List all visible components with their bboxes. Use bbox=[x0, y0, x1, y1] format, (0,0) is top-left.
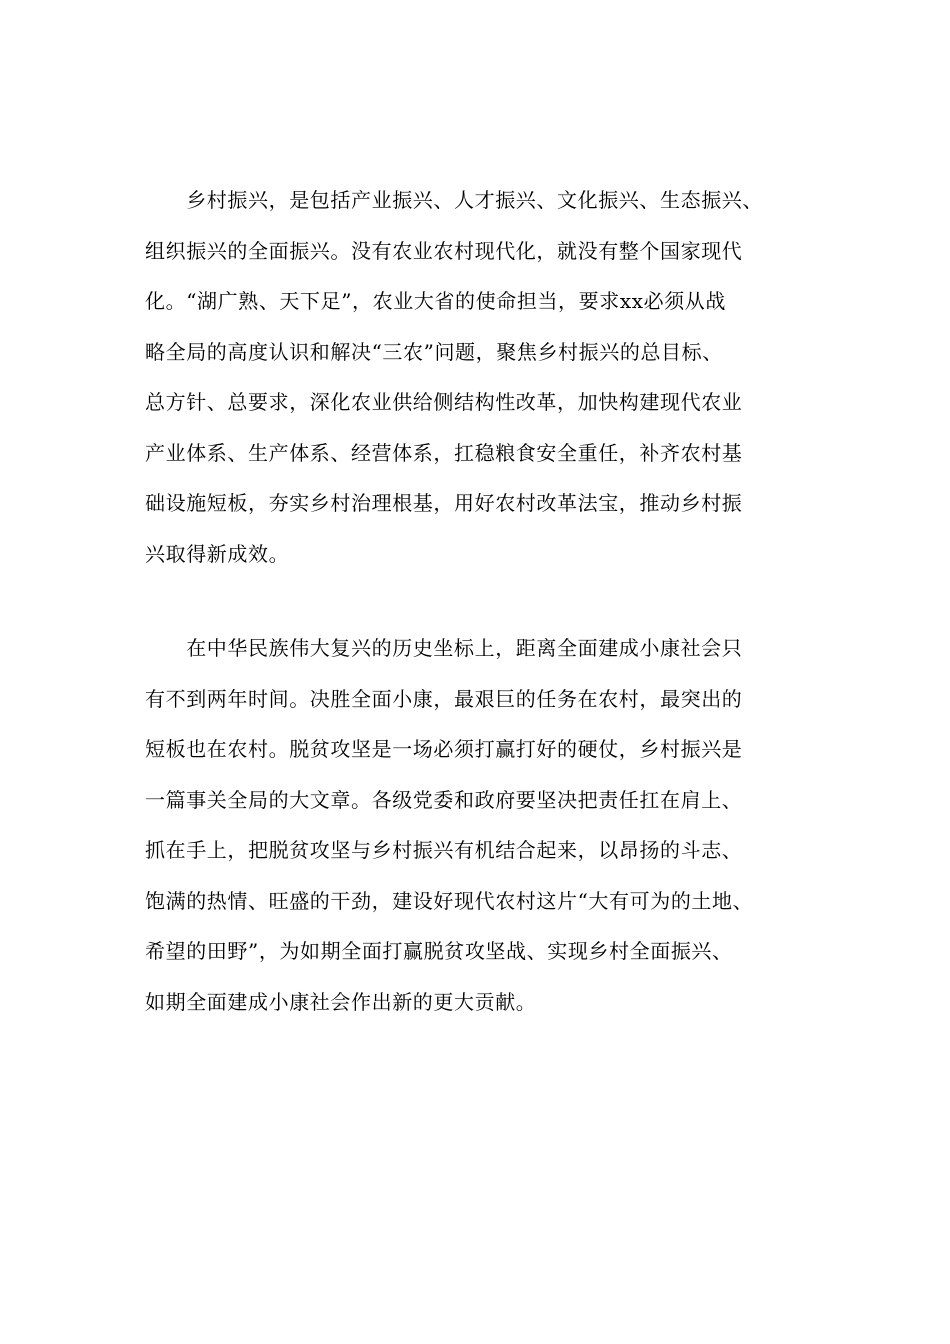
text-line: 抓在手上，把脱贫攻坚与乡村振兴有机结合起来，以昂扬的斗志、 bbox=[145, 838, 743, 862]
text-line: 础设施短板，夯实乡村治理根基，用好农村改革法宝，推动乡村振 bbox=[145, 491, 743, 515]
text-line: 兴取得新成效。 bbox=[145, 541, 290, 566]
text-line: 饱满的热情、旺盛的干劲，建设好现代农村这片“大有可为的土地、 bbox=[145, 888, 754, 913]
text-line: 短板也在农村。脱贫攻坚是一场必须打赢打好的硬仗，乡村振兴是 bbox=[145, 737, 743, 761]
text-line: 希望的田野”，为如期全面打赢脱贫攻坚战、实现乡村全面振兴、 bbox=[145, 939, 733, 963]
text-line: 如期全面建成小康社会作出新的更大贡献。 bbox=[145, 989, 537, 1014]
text-line: 总方针、总要求，深化农业供给侧结构性改革，加快构建现代农业 bbox=[145, 390, 743, 414]
paragraph-poverty-alleviation bbox=[145, 623, 845, 1027]
text-line: 有不到两年时间。决胜全面小康，最艰巨的任务在农村，最突出的 bbox=[145, 686, 743, 711]
text-line: 化。“湖广熟、天下足”，农业大省的使命担当，要求xx必须从战 bbox=[145, 289, 727, 313]
text-line: 产业体系、生产体系、经营体系，扛稳粮食安全重任，补齐农村基 bbox=[145, 440, 743, 465]
text-line: 乡村振兴，是包括产业振兴、人才振兴、文化振兴、生态振兴、 bbox=[145, 188, 763, 212]
text-line: 在中华民族伟大复兴的历史坐标上，距离全面建成小康社会只 bbox=[145, 636, 743, 660]
text-line: 组织振兴的全面振兴。没有农业农村现代化，就没有整个国家现代 bbox=[145, 238, 743, 263]
text-line: 略全局的高度认识和解决“三农”问题，聚焦乡村振兴的总目标、 bbox=[145, 339, 723, 364]
paragraph-rural-revitalization bbox=[145, 175, 845, 579]
text-line: 一篇事关全局的大文章。各级党委和政府要坚决把责任扛在肩上、 bbox=[145, 787, 743, 812]
